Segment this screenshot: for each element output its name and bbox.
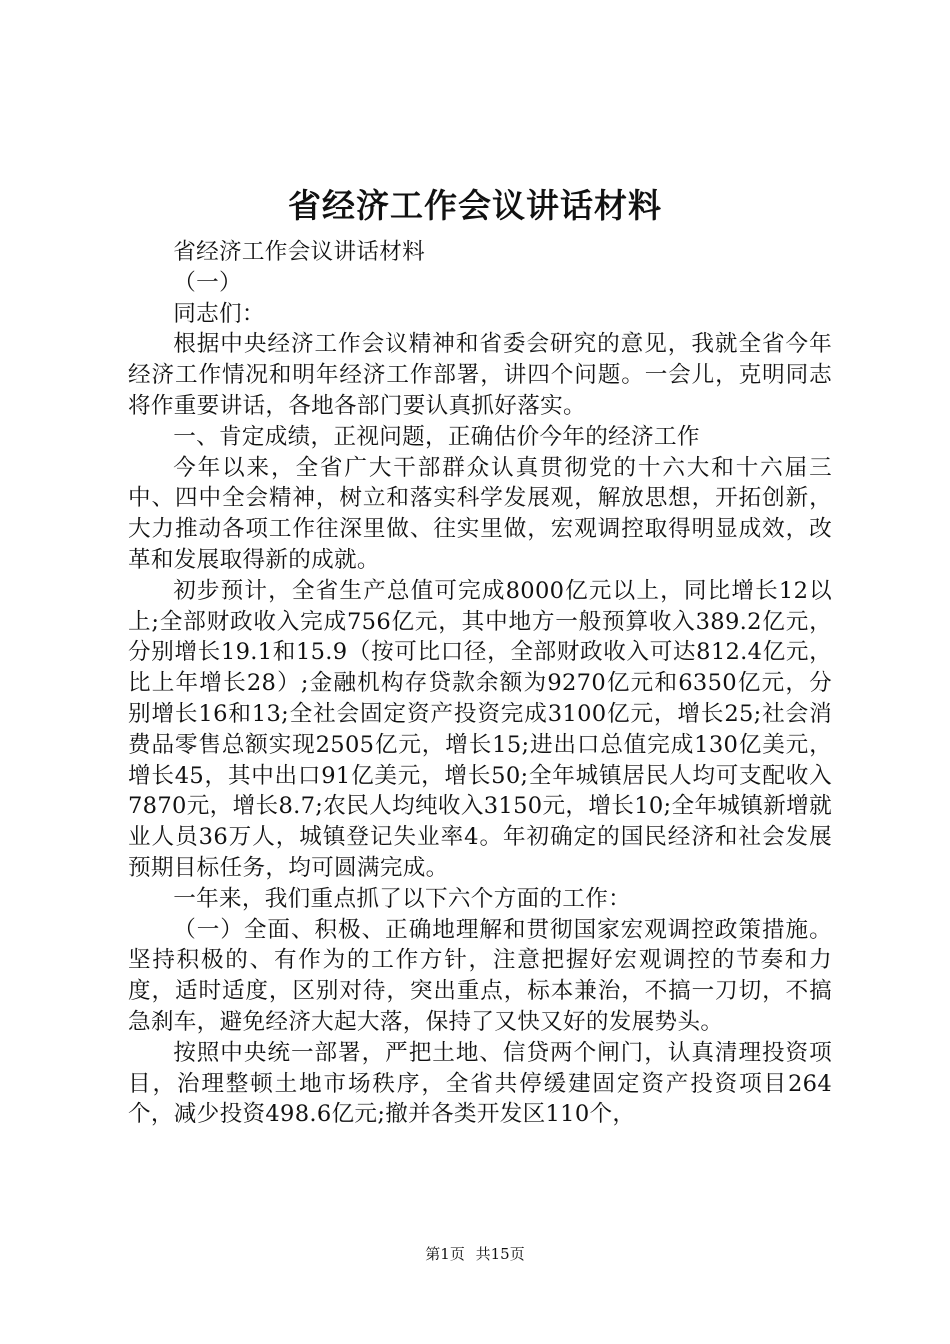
paragraph-overview: 今年以来，全省广大干部群众认真贯彻党的十六大和十六届三中、四中全会精神，树立和落实科学发展观，解放思想，开拓创新，大力推动各项工作往深里做、往实里做，宏观调控取得明显成效，改革和发展取得新的成就。	[128, 454, 832, 573]
paragraph-statistics: 初步预计，全省生产总值可完成8000亿元以上，同比增长12以上;全部财政收入完成756亿元，其中地方一般预算收入389.2亿元，分别增长19.1和15.9（按可比口径，全部财政收入可达812.4亿元，比上年增长28）;金融机构存贷款余额为9270亿元和6350亿元，分别增长16和13;全社会固定资产投资完成3100亿元，增长25;社会消费品零售总额实现2505亿元，增长15;进出口总值完成130亿美元，增长45，其中出口91亿美元，增长50;全年城镇居民人均可支配收入7870元，增长8.7;农民人均纯收入3150元，增长10;全年城镇新增就业人员36万人，城镇登记失业率4。年初确定的国民经济和社会发展预期目标任务，均可圆满完成。	[128, 577, 832, 881]
paragraph-land-credit: 按照中央统一部署，严把土地、信贷两个闸门，认真清理投资项目，治理整顿土地市场秩序，全省共停缓建固定资产投资项目264个，减少投资498.6亿元;撤并各类开发区110个，	[128, 1039, 832, 1128]
paragraph-six-aspects: 一年来，我们重点抓了以下六个方面的工作：	[173, 885, 632, 912]
paragraph-macro-control: （一）全面、积极、正确地理解和贯彻国家宏观调控政策措施。坚持积极的、有作为的工作方针，注意把握好宏观调控的节奏和力度，适时适度，区别对待，突出重点，标本兼治，不搞一刀切，不搞急刹车，避免经济大起大落，保持了又快又好的发展势头。	[128, 916, 832, 1035]
page-number: 第1页	[425, 1245, 465, 1263]
paragraph-intro: 根据中央经济工作会议精神和省委会研究的意见，我就全省今年经济工作情况和明年经济工作部署，讲四个问题。一会儿，克明同志将作重要讲话，各地各部门要认真抓好落实。	[128, 331, 832, 419]
paragraph-subtitle: 省经济工作会议讲话材料	[173, 239, 426, 265]
paragraph-section-heading: 一、肯定成绩，正视问题，正确估价今年的经济工作	[173, 423, 700, 450]
page-total: 共15页	[475, 1245, 525, 1263]
document-title: 省经济工作会议讲话材料	[288, 186, 662, 225]
page-footer	[0, 1244, 950, 1264]
paragraph-salutation: 同志们：	[173, 300, 265, 327]
document-body	[128, 237, 832, 1130]
paragraph-part-number: （一）	[173, 269, 242, 296]
